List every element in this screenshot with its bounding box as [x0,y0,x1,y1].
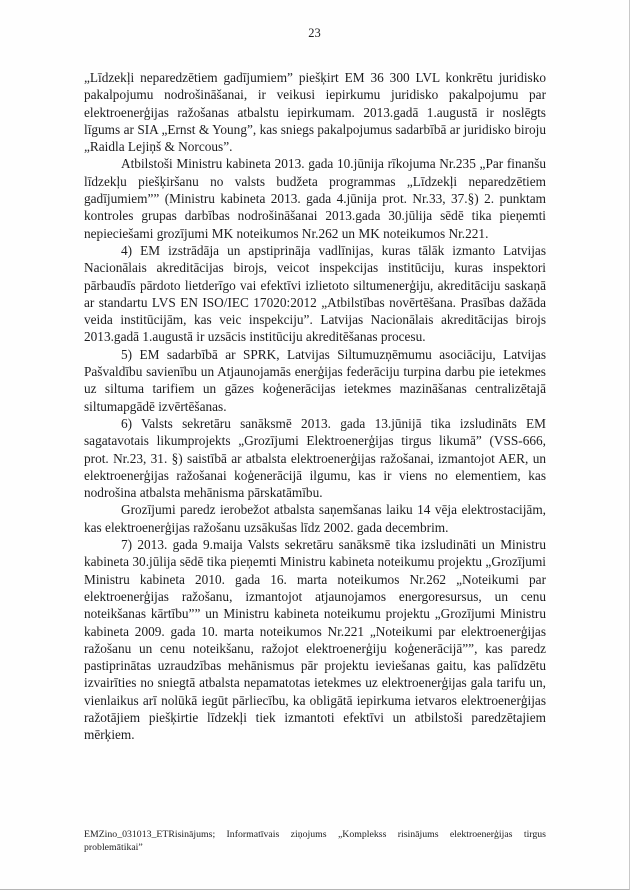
footnote-text: EMZino_031013_ETRisinājums; Informatīvais ziņojums „Komplekss risinājums elektroenerģijas tirgus problemātikai” [84,829,546,853]
page-number: 23 [308,26,321,40]
paragraph: Grozījumi paredz ierobežot atbalsta saņemšanas laiku 14 vēja elektrostacijām, kas elektroenerģijas ražošanu uzsākušas līdz 2002. gada decembrim. [84,502,546,535]
paragraph: 4) EM izstrādāja un apstiprināja vadlīnijas, kuras tālāk izmanto Latvijas Nacionālais akreditācijas birojs, veicot inspekcijas institūciju, kuras inspektori pārbaudīs pārdoto lietderīgo vai efektīvi izlietoto siltumenerģiju, akreditāciju saskaņā ar standartu LVS EN ISO/IEC 17020:2012 „Atbilstības novērtēšana. Prasības dažāda veida institūcijām, kas veic inspekciju”. Latvijas Nacionālais akreditācijas birojs 2013.gadā 1.augustā ir uzsācis institūciju akreditēšanas procesu. [84,242,546,345]
paragraph: „Līdzekļi neparedzētiem gadījumiem” piešķirt EM 36 300 LVL konkrētu juridisko pakalpojumu nodrošināšanai, ir veikusi iepirkumu juridisko pakalpojumu par elektroenerģijas ražošanas atbalstu iepirkumam. 2013.gadā 1.augustā ir noslēgts līgums ar SIA „Ernst & Young”, kas sniegs pakalpojumus sadarbībā ar juridisko biroju „Raidla Lejiņš & Norcous”. [84,70,546,155]
paragraph: 5) EM sadarbībā ar SPRK, Latvijas Siltumuzņēmumu asociāciju, Latvijas Pašvaldību savienību un Atjaunojamās enerģijas federāciju turpina darbu pie ietekmes uz siltuma tarifiem un gāzes koģenerācijas ietekmes mazināšanas centralizētajā siltumapgādē izvērtēšanas. [84,346,546,414]
paragraph: 7) 2013. gada 9.maija Valsts sekretāru sanāksmē tika izsludināti un Ministru kabineta 30.jūlija sēdē tika pieņemti Ministru kabineta noteikumu projektu „Grozījumi Ministru kabineta 2010. gada 16. marta noteikumos Nr.262 „Noteikumi par elektroenerģijas ražošanu, izmantojot atjaunojamos energoresursus, un cenu noteikšanas kārtību”” un Ministru kabineta noteikumu projektu „Grozījumi Ministru kabineta 2009. gada 10. marta noteikumos Nr.221 „Noteikumi par elektroenerģijas ražošanu un cenu noteikšanu, ražojot elektroenerģiju koģenerācijā””, kas paredz pastiprinātas uzraudzības mehānismus pār projektu ieviešanas gaitu, kas palīdzētu izvairīties no sniegtā atbalsta nepamatotas ietekmes uz elektroenerģijas gala tarifu un, vienlaikus arī nolūkā iegūt pārliecību, ka obligātā iepirkuma ietvaros elektroenerģijas ražotājiem piešķirtie līdzekļi tiek izmantoti efektīvi un atbilstoši paredzētajiem mērķiem. [84,537,546,743]
document-body [84,69,546,744]
paragraph: Atbilstoši Ministru kabineta 2013. gada 10.jūnija rīkojuma Nr.235 „Par finanšu līdzekļu piešķiršanu no valsts budžeta programmas „Līdzekļi neparedzētiem gadījumiem”” (Ministru kabineta 2013. gada 4.jūnija prot. Nr.33, 37.§) 2. punktam kontroles grupas darbības nodrošināšanai 2013.gada 30.jūlija sēdē tika pieņemti nepieciešami grozījumi MK noteikumos Nr.262 un MK noteikumos Nr.221. [84,156,546,241]
paragraph: 6) Valsts sekretāru sanāksmē 2013. gada 13.jūnijā tika izsludināts EM sagatavotais likumprojekts „Grozījumi Elektroenerģijas tirgus likumā” (VSS-666, prot. Nr.23, 31. §) saistībā ar atbalsta elektroenerģijas ražošanai, izmantojot AER, un elektroenerģijas ražošanai koģenerācijā ilgumu, kas ir viens no elementiem, kas nodrošina atbalsta mehānisma pārskatāmību. [84,415,546,501]
